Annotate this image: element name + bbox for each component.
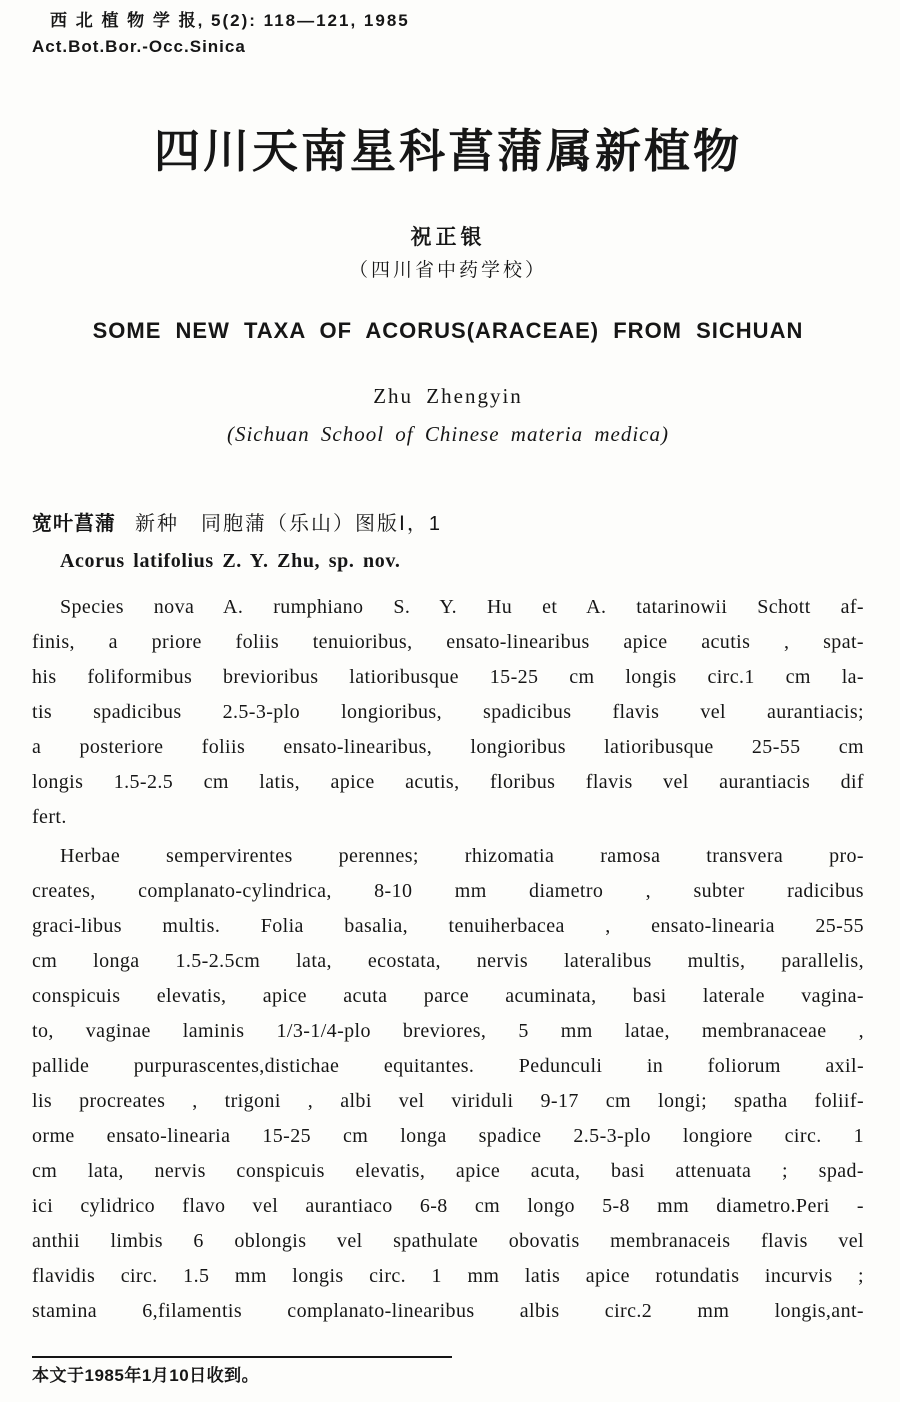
species-heading-annotation: 新种 同胞蒲（乐山）图版Ⅰ，1 bbox=[135, 513, 443, 535]
article-title-chinese: 四川天南星科菖蒲属新植物 bbox=[154, 125, 742, 177]
article-title-english: SOME NEW TAXA OF ACORUS(ARACEAE) FROM SICHUAN bbox=[92, 318, 804, 343]
footnote-divider bbox=[32, 1356, 452, 1358]
author-affiliation-chinese: （四川省中药学校） bbox=[348, 260, 547, 281]
species-chinese-name: 宽叶菖蒲 bbox=[32, 513, 116, 535]
description-line: cm longa 1.5-2.5cm lata, ecostata, nervis lateralibus multis, parallelis, bbox=[32, 950, 864, 972]
description-line: to, vaginae laminis 1/3-1/4-plo breviores, 5 mm latae, membranaceae , bbox=[32, 1020, 864, 1042]
diagnosis-line: finis, a priore foliis tenuioribus, ensato-linearibus apice acutis , spat- bbox=[32, 631, 864, 653]
diagnosis-line: tis spadicibus 2.5-3-plo longioribus, spadicibus flavis vel aurantiacis; bbox=[32, 701, 864, 723]
latin-diagnosis-paragraph bbox=[32, 590, 864, 835]
author-name-chinese: 祝正银 bbox=[410, 226, 486, 249]
species-latin-binomial: Acorus latifolius Z. Y. Zhu, sp. nov. bbox=[60, 550, 401, 572]
species-section-heading bbox=[32, 509, 864, 539]
description-line: conspicuis elevatis, apice acuta parce acuminata, basi laterale vagina- bbox=[32, 985, 864, 1007]
footnote-received-date: 本文于1985年1月10日收到。 bbox=[32, 1366, 260, 1385]
description-line: orme ensato-linearia 15-25 cm longa spadice 2.5-3-plo longiore circ. 1 bbox=[32, 1125, 864, 1147]
latin-description-paragraph bbox=[32, 839, 864, 1329]
journal-abbreviation: Act.Bot.Bor.-Occ.Sinica bbox=[32, 37, 246, 56]
description-line: stamina 6,filamentis complanato-linearibus albis circ.2 mm longis,ant- bbox=[32, 1300, 864, 1322]
diagnosis-line: longis 1.5-2.5 cm latis, apice acutis, floribus flavis vel aurantiacis dif bbox=[32, 771, 864, 793]
diagnosis-line: a posteriore foliis ensato-linearibus, longioribus latioribusque 25-55 cm bbox=[32, 736, 864, 758]
description-line: cm lata, nervis conspicuis elevatis, apice acuta, basi attenuata ; spad- bbox=[32, 1160, 864, 1182]
description-line: Herbae sempervirentes perennes; rhizomatia ramosa transvera pro- bbox=[60, 845, 864, 867]
diagnosis-line: his foliformibus brevioribus latioribusque 15-25 cm longis circ.1 cm la- bbox=[32, 666, 864, 688]
description-line: graci-libus multis. Folia basalia, tenuiherbacea , ensato-linearia 25-55 bbox=[32, 915, 864, 937]
description-line: anthii limbis 6 oblongis vel spathulate obovatis membranaceis flavis vel bbox=[32, 1230, 864, 1252]
author-affiliation-english: (Sichuan School of Chinese materia medica) bbox=[226, 422, 669, 446]
diagnosis-line: fert. bbox=[32, 806, 67, 828]
diagnosis-line: Species nova A. rumphiano S. Y. Hu et A. tatarinowii Schott af- bbox=[60, 596, 864, 618]
author-name-english: Zhu Zhengyin bbox=[373, 384, 523, 408]
description-line: pallide purpurascentes,distichae equitantes. Pedunculi in foliorum axil- bbox=[32, 1055, 864, 1077]
journal-name-citation: 西 北 植 物 学 报, 5(2): 118—121, 1985 bbox=[50, 11, 410, 30]
description-line: ici cylidrico flavo vel aurantiaco 6-8 cm longo 5-8 mm diametro.Peri - bbox=[32, 1195, 864, 1217]
journal-header bbox=[32, 8, 864, 60]
description-line: lis procreates , trigoni , albi vel viriduli 9-17 cm longi; spatha foliif- bbox=[32, 1090, 864, 1112]
description-line: creates, complanato-cylindrica, 8-10 mm diametro , subter radicibus bbox=[32, 880, 864, 902]
description-line: flavidis circ. 1.5 mm longis circ. 1 mm latis apice rotundatis incurvis ; bbox=[32, 1265, 864, 1287]
footnote bbox=[32, 1356, 864, 1388]
